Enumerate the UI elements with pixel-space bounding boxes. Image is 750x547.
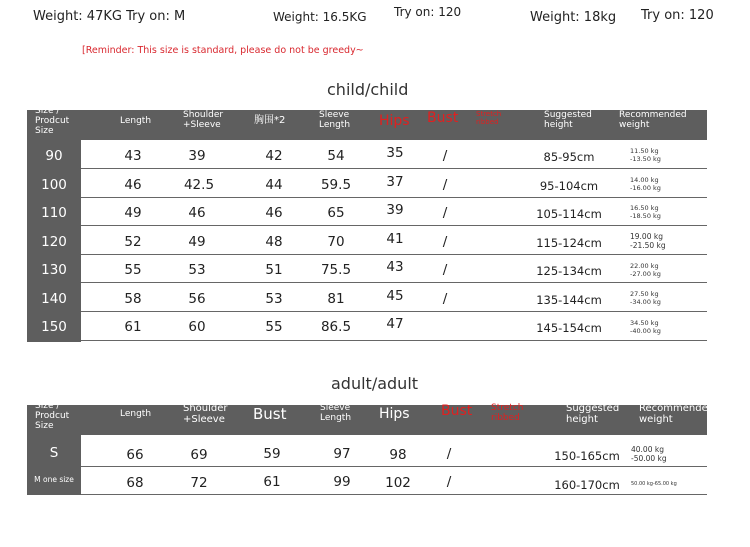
child-sleeve-cell: 70: [327, 234, 345, 250]
child-length-cell: 55: [124, 262, 142, 278]
adult-header-stretch-ribbed: Stretch ribbed: [491, 403, 524, 423]
child-shoulder-cell: 60: [188, 319, 206, 335]
child-weight-cell: 11.50 kg -13.50 kg: [630, 147, 661, 163]
child-length-cell: 43: [124, 148, 142, 164]
adult-shoulder-cell: 69: [190, 447, 208, 463]
child-shoulder-cell: 53: [188, 262, 206, 278]
adult-table-title: adult/adult: [331, 374, 419, 393]
child-hips-cell: 45: [386, 288, 404, 304]
child-height-cell: 145-154cm: [536, 321, 602, 335]
child-chest-cell: 55: [265, 319, 283, 335]
adult-shoulder-cell: 72: [190, 475, 208, 491]
adult-length-cell: 66: [126, 447, 144, 463]
adult-length-cell: 68: [126, 475, 144, 491]
child-weight-cell: 27.50 kg -34.00 kg: [630, 290, 661, 306]
child-bust-cell: /: [442, 234, 448, 250]
row-divider: [81, 197, 707, 198]
adult-header-suggested-height: Suggested height: [566, 403, 620, 425]
adult-sleeve-cell: 99: [333, 474, 351, 490]
adult-header-bust-red: Bust: [441, 403, 473, 419]
adult-weight-cell: 40.00 kg -50.00 kg: [631, 445, 667, 463]
top-note-2: Weight: 16.5KG: [273, 10, 367, 24]
child-header-size: Size / Prodcut Size: [35, 106, 70, 136]
child-height-cell: 135-144cm: [536, 293, 602, 307]
child-shoulder-cell: 49: [188, 234, 206, 250]
adult-height-cell: 160-170cm: [554, 478, 620, 492]
child-size-label: 130: [41, 262, 67, 278]
adult-header-shoulder-sleeve: Shoulder +Sleeve: [183, 403, 228, 425]
child-header-recommended-weight: Recommended weight: [619, 110, 687, 130]
child-weight-cell: 14.00 kg -16.00 kg: [630, 176, 661, 192]
child-header-suggested-height: Suggested height: [544, 110, 592, 130]
adult-bust2-cell: /: [446, 446, 452, 462]
adult-header-size: Size / Prodcut Size: [35, 401, 70, 431]
adult-height-cell: 150-165cm: [554, 449, 620, 463]
adult-hips-cell: 102: [385, 475, 411, 491]
adult-bust-cell: 61: [263, 474, 281, 490]
child-header-sleeve-length: Sleeve Length: [319, 110, 351, 130]
row-divider: [81, 340, 707, 341]
child-height-cell: 125-134cm: [536, 264, 602, 278]
child-hips-cell: 41: [386, 231, 404, 247]
child-bust-cell: /: [442, 148, 448, 164]
row-divider: [81, 225, 707, 226]
child-shoulder-cell: 39: [188, 148, 206, 164]
row-divider: [81, 254, 707, 255]
child-hips-cell: 47: [386, 316, 404, 332]
adult-size-column: [27, 435, 81, 495]
child-header-stretch-ribbed: Stretch ribbed: [476, 110, 502, 126]
child-chest-cell: 46: [265, 205, 283, 221]
adult-header-bust: Bust: [253, 405, 287, 423]
child-hips-cell: 39: [386, 202, 404, 218]
child-size-label: 100: [41, 177, 67, 193]
adult-header-recommended-weight: Recommended weight: [639, 403, 715, 425]
child-length-cell: 58: [124, 291, 142, 307]
reminder-text: [Reminder: This size is standard, please do not be greedy~: [82, 45, 364, 56]
child-size-label: 150: [41, 319, 67, 335]
child-length-cell: 49: [124, 205, 142, 221]
adult-size-label: S: [49, 445, 59, 461]
row-divider: [81, 466, 707, 467]
adult-header-length: Length: [120, 409, 152, 419]
adult-hips-cell: 98: [389, 447, 407, 463]
child-chest-cell: 51: [265, 262, 283, 278]
top-note-3: Try on: 120: [394, 5, 462, 19]
child-height-cell: 95-104cm: [539, 179, 599, 193]
child-sleeve-cell: 54: [327, 148, 345, 164]
top-note-1: Weight: 47KG Try on: M: [33, 9, 186, 24]
child-bust-cell: /: [442, 262, 448, 278]
child-bust-cell: /: [442, 205, 448, 221]
child-header-shoulder-sleeve: Shoulder +Sleeve: [183, 110, 224, 130]
adult-weight-cell: 50.00 kg-65.00 kg: [631, 481, 677, 487]
adult-header-sleeve-length: Sleeve Length: [320, 403, 352, 423]
child-chest-cell: 44: [265, 177, 283, 193]
child-bust-cell: /: [442, 291, 448, 307]
child-sleeve-cell: 65: [327, 205, 345, 221]
child-length-cell: 61: [124, 319, 142, 335]
child-size-label: 140: [41, 291, 67, 307]
child-shoulder-cell: 56: [188, 291, 206, 307]
child-sleeve-cell: 75.5: [320, 262, 352, 278]
child-bust-cell: /: [442, 177, 448, 193]
child-header-length: Length: [120, 116, 152, 126]
child-shoulder-cell: 46: [188, 205, 206, 221]
child-chest-cell: 48: [265, 234, 283, 250]
child-hips-cell: 43: [386, 259, 404, 275]
child-length-cell: 46: [124, 177, 142, 193]
adult-sleeve-cell: 97: [333, 446, 351, 462]
adult-size-label: M one size: [34, 475, 74, 484]
row-divider: [81, 282, 707, 283]
child-header-chest: 胸围*2: [254, 115, 286, 126]
row-divider: [81, 494, 707, 495]
child-weight-cell: 16.50 kg -18.50 kg: [630, 204, 661, 220]
child-sleeve-cell: 81: [327, 291, 345, 307]
child-size-label: 90: [45, 148, 63, 164]
child-size-table: [27, 106, 707, 342]
adult-bust2-cell: /: [446, 474, 452, 490]
child-weight-cell: 19.00 kg -21.50 kg: [630, 232, 666, 250]
row-divider: [81, 168, 707, 169]
child-shoulder-cell: 42.5: [183, 177, 215, 193]
child-chest-cell: 42: [265, 148, 283, 164]
child-header-hips: Hips: [379, 113, 410, 129]
child-size-label: 120: [41, 234, 67, 250]
child-height-cell: 105-114cm: [536, 207, 602, 221]
top-note-5: Try on: 120: [641, 8, 714, 23]
child-table-title: child/child: [327, 80, 409, 99]
child-height-cell: 115-124cm: [536, 236, 602, 250]
child-size-label: 110: [41, 205, 67, 221]
row-divider: [81, 311, 707, 312]
child-length-cell: 52: [124, 234, 142, 250]
child-header-bust: Bust: [427, 110, 459, 126]
child-sleeve-cell: 86.5: [320, 319, 352, 335]
child-weight-cell: 34.50 kg -40.00 kg: [630, 319, 661, 335]
child-sleeve-cell: 59.5: [320, 177, 352, 193]
child-height-cell: 85-95cm: [543, 150, 595, 164]
adult-header-hips: Hips: [379, 406, 410, 422]
adult-size-table: [27, 401, 715, 495]
child-weight-cell: 22.00 kg -27.00 kg: [630, 262, 661, 278]
child-chest-cell: 53: [265, 291, 283, 307]
adult-bust-cell: 59: [263, 446, 281, 462]
child-hips-cell: 37: [386, 174, 404, 190]
child-hips-cell: 35: [386, 145, 404, 161]
top-note-4: Weight: 18kg: [530, 10, 617, 25]
